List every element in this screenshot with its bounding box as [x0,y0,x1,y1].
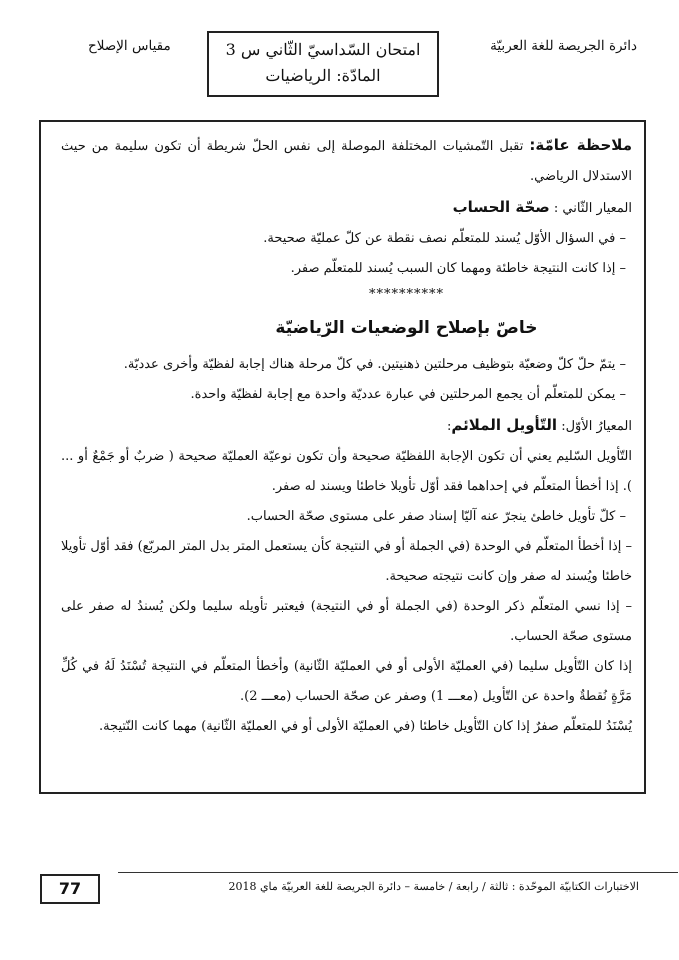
correction-content-box [39,120,646,794]
criterion-2-heading [61,192,632,224]
criterion-2-item: – إذا كانت النتيجة خاطئة ومهما كان السبب يُسند للمتعلّم صفر. [290,261,626,276]
general-note-text: تقبل التّمشيات المختلفة الموصلة إلى نفس الحلّ شريطة أن تكون سليمة من حيث الاستدلال الرياضي. [61,139,632,184]
exam-title: امتحان السّداسيّ الثّاني س 3 [225,40,421,59]
footer-divider [118,872,678,873]
header-correction-scale: مقياس الإصلاح [88,38,171,54]
section-title: خاصّ بإصلاح الوضعيات الرّياضيّة [275,318,538,338]
criterion-1-suffix: : [446,419,452,434]
criterion-2-name: صحّة الحساب [452,198,550,216]
exam-title-box [207,31,439,97]
criterion-1-heading [61,410,632,442]
body-paragraph: إذا كان التّأويل سليما (في العمليّة الأولى أو في العمليّة الثّانية) وأخطأ المتعلّم في النتيجة تُسْنَدُ لَهُ في كُلِّ مَرَّةٍ نُقطةٌ واحدة عن التّأويل (معـــ 1) وصفر عن صحّة الحساب (معـــ 2). [61,659,632,704]
criterion-1-prefix: المعيارُ الأوّل: [557,419,632,434]
header-institution: دائرة الجريصة للغة العربيّة [490,38,637,54]
page-number: 77 [40,874,100,904]
body-paragraph: – إذا أخطأ المتعلّم في الوحدة (في الجملة أو في النتيجة كأن يستعمل المتر بدل المتر المربّع) فقد أوّل تأويلا خاطئا ويُسند له صفر وإن كانت نتيجته صحيحة. [61,539,632,584]
criterion-2-item: – في السؤال الأوّل يُسند للمتعلّم نصف نقطة عن كلّ عمليّة صحيحة. [263,231,626,246]
criterion-1-name: التّأويل الملائم [451,416,558,434]
body-paragraph: – كلّ تأويل خاطئ ينجرّ عنه آليّا إسناد صفر على مستوى صحّة الحساب. [246,509,626,524]
separator: ********** [369,287,444,302]
general-note-label: ملاحظة عامّة: [529,136,632,154]
special-item: – يتمّ حلّ كلّ وضعيّة بتوظيف مرحلتين ذهنيتين. في كلّ مرحلة هناك إجابة لفظيّة وأخرى عدديّة. [123,357,626,372]
criterion-2-prefix: المعيار الثّاني : [549,201,632,216]
exam-subject: المادّة: الرياضيات [265,66,381,85]
footer-text: الاختبارات الكتابيّة الموحّدة : ثالثة / رابعة / خامسة – دائرة الجريصة للغة العربيّة ماي 2018 [228,880,639,893]
body-paragraph: يُسْنَدُ للمتعلّم صفرٌ إذا كان التّأويل خاطئا (في العمليّة الأولى أو في العمليّة الثّانية) مهما كانت النّتيجة. [98,719,632,734]
general-note [61,130,632,192]
body-paragraph: التّأويل السّليم يعني أن تكون الإجابة اللفظيّة صحيحة وأن تكون نوعيّة العمليّة صحيحة ( ضربٌ أو جَمْعٌ أو ... ). إذا أخطأ المتعلّم في إحداهما فقد أوّل تأويلا خاطئا ويسند له صفر. [61,449,632,494]
body-paragraph: – إذا نسي المتعلّم ذكر الوحدة (في الجملة أو في النتيجة) فيعتبر تأويله سليما ولكن يُسندُ له صفر على مستوى صحّة الحساب. [61,599,632,644]
special-item: – يمكن للمتعلّم أن يجمع المرحلتين في عبارة عدديّة واحدة مع إجابة لفظيّة واحدة. [190,387,626,402]
